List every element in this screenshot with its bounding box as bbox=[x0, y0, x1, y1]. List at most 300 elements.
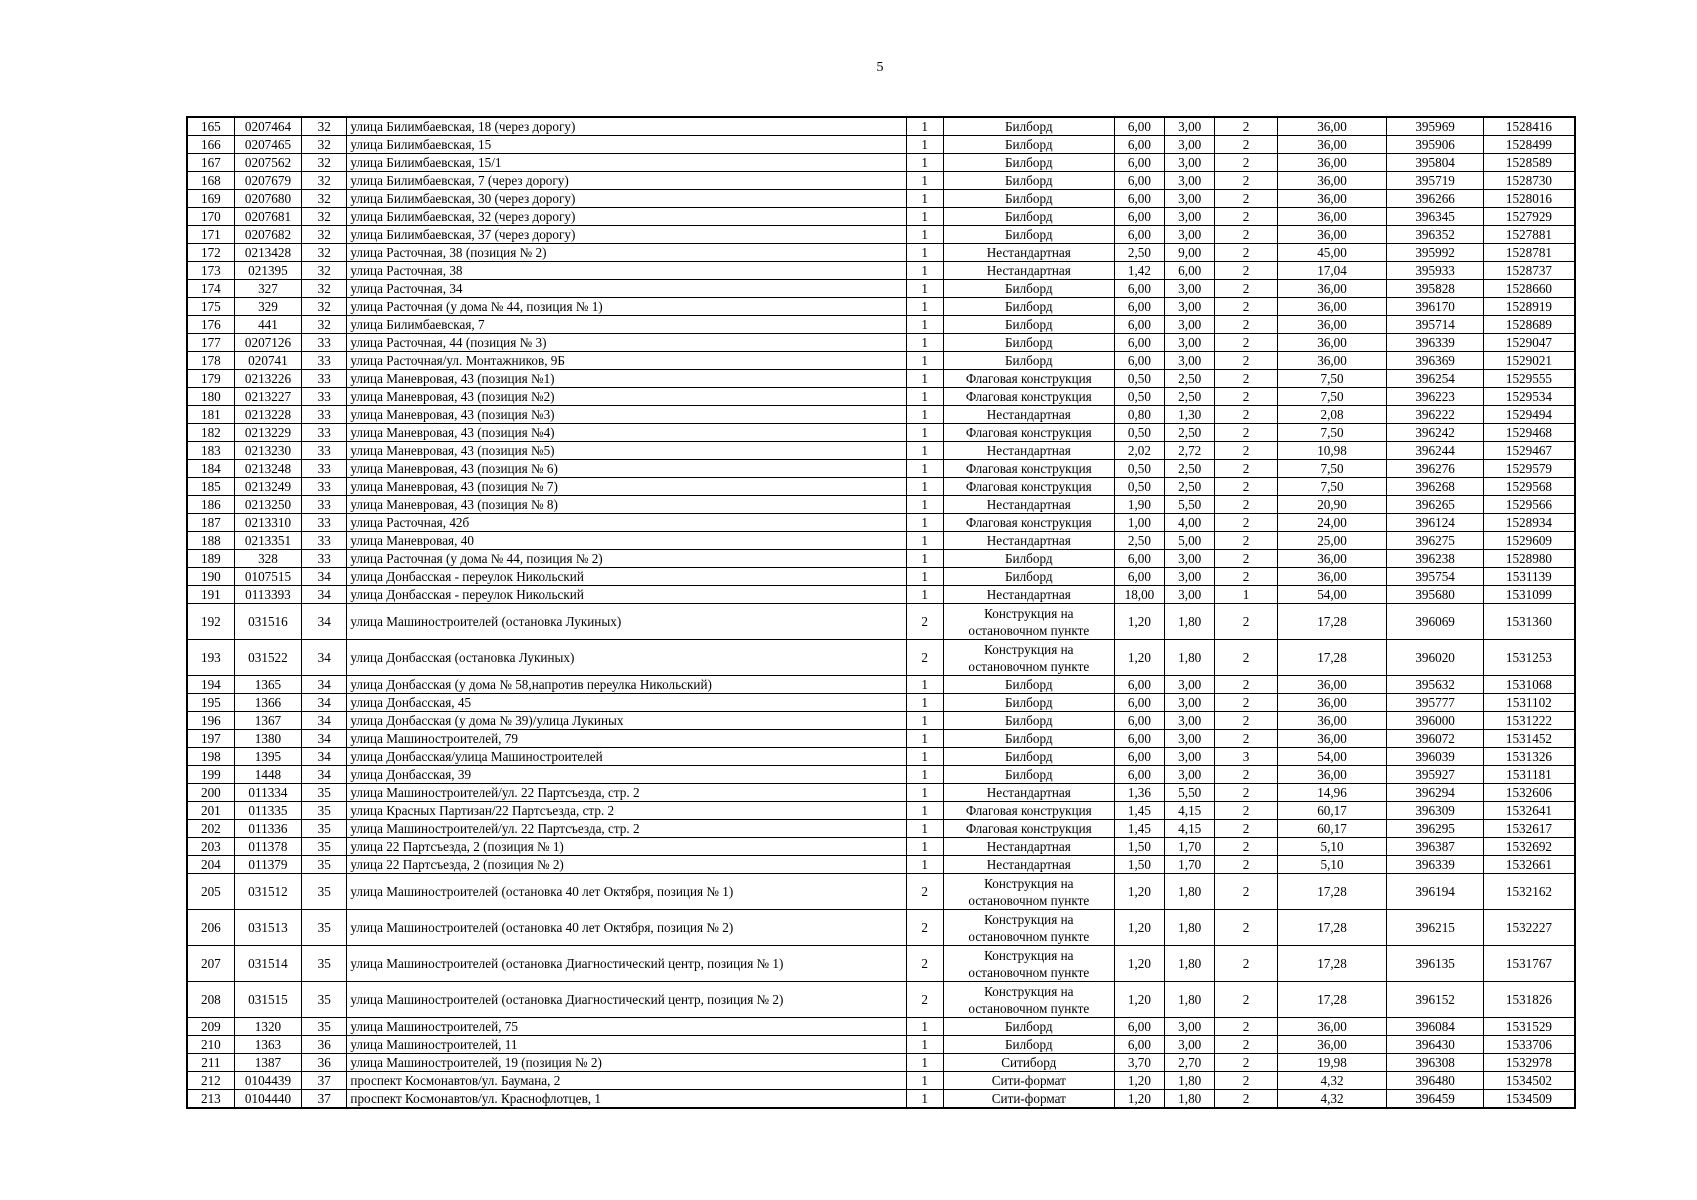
address-cell: улица Расточная, 34 bbox=[347, 280, 906, 298]
structure-id-cell: 1366 bbox=[234, 694, 301, 712]
structure-id-cell: 0207679 bbox=[234, 172, 301, 190]
structure-type-cell: Билборд bbox=[943, 226, 1114, 244]
area-cell: 36,00 bbox=[1277, 694, 1387, 712]
height-cell: 3,00 bbox=[1165, 190, 1215, 208]
area-cell: 17,28 bbox=[1277, 982, 1387, 1018]
area-cell: 20,90 bbox=[1277, 496, 1387, 514]
address-cell: улица Машиностроителей, 11 bbox=[347, 1036, 906, 1054]
width-cell: 1,50 bbox=[1114, 856, 1164, 874]
faces-cell: 2 bbox=[1215, 172, 1277, 190]
table-row bbox=[187, 802, 1575, 820]
faces-cell: 2 bbox=[1215, 604, 1277, 640]
coord-y-cell: 1528016 bbox=[1483, 190, 1575, 208]
sides-count-cell: 1 bbox=[906, 748, 943, 766]
zone-number-cell: 34 bbox=[302, 676, 347, 694]
width-cell: 6,00 bbox=[1114, 568, 1164, 586]
area-cell: 4,32 bbox=[1277, 1090, 1387, 1109]
structure-type-cell: Билборд bbox=[943, 352, 1114, 370]
coord-x-cell: 396194 bbox=[1387, 874, 1484, 910]
address-cell: проспект Космонавтов/ул. Краснофлотцев, 1 bbox=[347, 1090, 906, 1109]
sides-count-cell: 1 bbox=[906, 676, 943, 694]
coord-x-cell: 396387 bbox=[1387, 838, 1484, 856]
sides-count-cell: 1 bbox=[906, 784, 943, 802]
height-cell: 4,15 bbox=[1165, 802, 1215, 820]
row-number-cell: 189 bbox=[187, 550, 234, 568]
structure-id-cell: 0213227 bbox=[234, 388, 301, 406]
address-cell: улица Донбасская, 39 bbox=[347, 766, 906, 784]
width-cell: 6,00 bbox=[1114, 154, 1164, 172]
faces-cell: 2 bbox=[1215, 406, 1277, 424]
coord-x-cell: 396268 bbox=[1387, 478, 1484, 496]
row-number-cell: 194 bbox=[187, 676, 234, 694]
coord-x-cell: 396276 bbox=[1387, 460, 1484, 478]
address-cell: улица Донбасская (у дома № 39)/улица Лукиных bbox=[347, 712, 906, 730]
width-cell: 6,00 bbox=[1114, 136, 1164, 154]
table-row bbox=[187, 496, 1575, 514]
structure-type-cell: Нестандартная bbox=[943, 838, 1114, 856]
table-row bbox=[187, 784, 1575, 802]
row-number-cell: 188 bbox=[187, 532, 234, 550]
table-row bbox=[187, 370, 1575, 388]
zone-number-cell: 34 bbox=[302, 730, 347, 748]
width-cell: 1,45 bbox=[1114, 802, 1164, 820]
coord-x-cell: 396135 bbox=[1387, 946, 1484, 982]
zone-number-cell: 35 bbox=[302, 946, 347, 982]
coord-x-cell: 396020 bbox=[1387, 640, 1484, 676]
sides-count-cell: 1 bbox=[906, 1054, 943, 1072]
area-cell: 36,00 bbox=[1277, 316, 1387, 334]
structure-type-cell: Флаговая конструкция bbox=[943, 820, 1114, 838]
area-cell: 17,04 bbox=[1277, 262, 1387, 280]
sides-count-cell: 1 bbox=[906, 316, 943, 334]
faces-cell: 2 bbox=[1215, 1036, 1277, 1054]
height-cell: 3,00 bbox=[1165, 117, 1215, 136]
zone-number-cell: 34 bbox=[302, 712, 347, 730]
row-number-cell: 193 bbox=[187, 640, 234, 676]
coord-x-cell: 395992 bbox=[1387, 244, 1484, 262]
sides-count-cell: 1 bbox=[906, 460, 943, 478]
structure-id-cell: 031516 bbox=[234, 604, 301, 640]
structure-type-cell: Конструкция на остановочном пункте bbox=[943, 874, 1114, 910]
sides-count-cell: 1 bbox=[906, 514, 943, 532]
coord-y-cell: 1534502 bbox=[1483, 1072, 1575, 1090]
structure-id-cell: 031522 bbox=[234, 640, 301, 676]
width-cell: 6,00 bbox=[1114, 190, 1164, 208]
height-cell: 1,70 bbox=[1165, 838, 1215, 856]
coord-y-cell: 1528416 bbox=[1483, 117, 1575, 136]
faces-cell: 2 bbox=[1215, 244, 1277, 262]
table-row bbox=[187, 856, 1575, 874]
address-cell: улица Маневровая, 43 (позиция №2) bbox=[347, 388, 906, 406]
table-row bbox=[187, 1036, 1575, 1054]
width-cell: 1,36 bbox=[1114, 784, 1164, 802]
structure-type-cell: Нестандартная bbox=[943, 784, 1114, 802]
faces-cell: 2 bbox=[1215, 856, 1277, 874]
sides-count-cell: 1 bbox=[906, 1036, 943, 1054]
faces-cell: 2 bbox=[1215, 208, 1277, 226]
coord-y-cell: 1528737 bbox=[1483, 262, 1575, 280]
height-cell: 2,72 bbox=[1165, 442, 1215, 460]
structure-type-cell: Билборд bbox=[943, 117, 1114, 136]
height-cell: 3,00 bbox=[1165, 766, 1215, 784]
width-cell: 6,00 bbox=[1114, 208, 1164, 226]
faces-cell: 2 bbox=[1215, 1072, 1277, 1090]
coord-x-cell: 395777 bbox=[1387, 694, 1484, 712]
width-cell: 0,50 bbox=[1114, 370, 1164, 388]
width-cell: 1,20 bbox=[1114, 982, 1164, 1018]
faces-cell: 2 bbox=[1215, 388, 1277, 406]
table-row bbox=[187, 298, 1575, 316]
structure-type-cell: Сити-формат bbox=[943, 1072, 1114, 1090]
row-number-cell: 201 bbox=[187, 802, 234, 820]
table-row bbox=[187, 838, 1575, 856]
sides-count-cell: 2 bbox=[906, 640, 943, 676]
coord-x-cell: 396215 bbox=[1387, 910, 1484, 946]
faces-cell: 2 bbox=[1215, 910, 1277, 946]
table-row bbox=[187, 478, 1575, 496]
structure-id-cell: 011379 bbox=[234, 856, 301, 874]
row-number-cell: 191 bbox=[187, 586, 234, 604]
structure-type-cell: Флаговая конструкция bbox=[943, 514, 1114, 532]
area-cell: 36,00 bbox=[1277, 298, 1387, 316]
coord-y-cell: 1529609 bbox=[1483, 532, 1575, 550]
coord-x-cell: 396339 bbox=[1387, 856, 1484, 874]
coord-y-cell: 1529568 bbox=[1483, 478, 1575, 496]
structure-id-cell: 020741 bbox=[234, 352, 301, 370]
height-cell: 1,80 bbox=[1165, 604, 1215, 640]
zone-number-cell: 35 bbox=[302, 982, 347, 1018]
height-cell: 1,80 bbox=[1165, 982, 1215, 1018]
width-cell: 0,50 bbox=[1114, 478, 1164, 496]
structure-id-cell: 021395 bbox=[234, 262, 301, 280]
table-row bbox=[187, 766, 1575, 784]
structure-type-cell: Сити-формат bbox=[943, 1090, 1114, 1109]
faces-cell: 2 bbox=[1215, 874, 1277, 910]
zone-number-cell: 33 bbox=[302, 550, 347, 568]
sides-count-cell: 1 bbox=[906, 388, 943, 406]
coord-y-cell: 1527929 bbox=[1483, 208, 1575, 226]
row-number-cell: 181 bbox=[187, 406, 234, 424]
zone-number-cell: 32 bbox=[302, 280, 347, 298]
coord-x-cell: 396480 bbox=[1387, 1072, 1484, 1090]
sides-count-cell: 1 bbox=[906, 694, 943, 712]
area-cell: 7,50 bbox=[1277, 460, 1387, 478]
area-cell: 17,28 bbox=[1277, 874, 1387, 910]
structure-id-cell: 0213230 bbox=[234, 442, 301, 460]
structure-id-cell: 328 bbox=[234, 550, 301, 568]
faces-cell: 2 bbox=[1215, 262, 1277, 280]
coord-x-cell: 396369 bbox=[1387, 352, 1484, 370]
structure-id-cell: 0104440 bbox=[234, 1090, 301, 1109]
row-number-cell: 171 bbox=[187, 226, 234, 244]
zone-number-cell: 34 bbox=[302, 568, 347, 586]
structure-type-cell: Билборд bbox=[943, 190, 1114, 208]
table-row bbox=[187, 874, 1575, 910]
table-row bbox=[187, 208, 1575, 226]
zone-number-cell: 32 bbox=[302, 172, 347, 190]
sides-count-cell: 1 bbox=[906, 478, 943, 496]
sides-count-cell: 1 bbox=[906, 820, 943, 838]
address-cell: улица Расточная, 38 (позиция № 2) bbox=[347, 244, 906, 262]
faces-cell: 2 bbox=[1215, 730, 1277, 748]
coord-y-cell: 1531826 bbox=[1483, 982, 1575, 1018]
structure-type-cell: Билборд bbox=[943, 694, 1114, 712]
zone-number-cell: 32 bbox=[302, 190, 347, 208]
structure-type-cell: Ситиборд bbox=[943, 1054, 1114, 1072]
structure-type-cell: Флаговая конструкция bbox=[943, 802, 1114, 820]
height-cell: 3,00 bbox=[1165, 226, 1215, 244]
area-cell: 36,00 bbox=[1277, 712, 1387, 730]
coord-y-cell: 1531068 bbox=[1483, 676, 1575, 694]
structure-id-cell: 329 bbox=[234, 298, 301, 316]
coord-y-cell: 1528980 bbox=[1483, 550, 1575, 568]
coord-y-cell: 1529579 bbox=[1483, 460, 1575, 478]
structure-type-cell: Билборд bbox=[943, 334, 1114, 352]
address-cell: улица Донбасская - переулок Никольский bbox=[347, 568, 906, 586]
table-row bbox=[187, 460, 1575, 478]
coord-y-cell: 1533706 bbox=[1483, 1036, 1575, 1054]
sides-count-cell: 1 bbox=[906, 1072, 943, 1090]
coord-x-cell: 396308 bbox=[1387, 1054, 1484, 1072]
table-row bbox=[187, 946, 1575, 982]
row-number-cell: 200 bbox=[187, 784, 234, 802]
row-number-cell: 166 bbox=[187, 136, 234, 154]
zone-number-cell: 33 bbox=[302, 442, 347, 460]
zone-number-cell: 35 bbox=[302, 802, 347, 820]
coord-y-cell: 1528589 bbox=[1483, 154, 1575, 172]
faces-cell: 2 bbox=[1215, 226, 1277, 244]
width-cell: 1,45 bbox=[1114, 820, 1164, 838]
address-cell: улица Маневровая, 43 (позиция № 7) bbox=[347, 478, 906, 496]
width-cell: 18,00 bbox=[1114, 586, 1164, 604]
sides-count-cell: 1 bbox=[906, 586, 943, 604]
sides-count-cell: 2 bbox=[906, 946, 943, 982]
row-number-cell: 187 bbox=[187, 514, 234, 532]
row-number-cell: 212 bbox=[187, 1072, 234, 1090]
structure-type-cell: Конструкция на остановочном пункте bbox=[943, 640, 1114, 676]
zone-number-cell: 34 bbox=[302, 604, 347, 640]
coord-x-cell: 396309 bbox=[1387, 802, 1484, 820]
structure-type-cell: Нестандартная bbox=[943, 532, 1114, 550]
coord-y-cell: 1532661 bbox=[1483, 856, 1575, 874]
address-cell: улица Маневровая, 43 (позиция №3) bbox=[347, 406, 906, 424]
height-cell: 3,00 bbox=[1165, 1036, 1215, 1054]
row-number-cell: 183 bbox=[187, 442, 234, 460]
sides-count-cell: 1 bbox=[906, 117, 943, 136]
coord-x-cell: 396352 bbox=[1387, 226, 1484, 244]
zone-number-cell: 32 bbox=[302, 262, 347, 280]
address-cell: улица Машиностроителей, 79 bbox=[347, 730, 906, 748]
height-cell: 2,50 bbox=[1165, 424, 1215, 442]
height-cell: 3,00 bbox=[1165, 298, 1215, 316]
width-cell: 6,00 bbox=[1114, 280, 1164, 298]
coord-y-cell: 1529021 bbox=[1483, 352, 1575, 370]
address-cell: улица Донбасская/улица Машиностроителей bbox=[347, 748, 906, 766]
structure-id-cell: 1367 bbox=[234, 712, 301, 730]
coord-y-cell: 1529534 bbox=[1483, 388, 1575, 406]
structure-id-cell: 0207562 bbox=[234, 154, 301, 172]
coord-y-cell: 1528781 bbox=[1483, 244, 1575, 262]
faces-cell: 2 bbox=[1215, 676, 1277, 694]
address-cell: улица Машиностроителей (остановка 40 лет Октября, позиция № 1) bbox=[347, 874, 906, 910]
coord-y-cell: 1527881 bbox=[1483, 226, 1575, 244]
area-cell: 5,10 bbox=[1277, 856, 1387, 874]
area-cell: 54,00 bbox=[1277, 586, 1387, 604]
structure-id-cell: 011378 bbox=[234, 838, 301, 856]
row-number-cell: 210 bbox=[187, 1036, 234, 1054]
structure-id-cell: 0213428 bbox=[234, 244, 301, 262]
structure-id-cell: 0207465 bbox=[234, 136, 301, 154]
coord-x-cell: 396000 bbox=[1387, 712, 1484, 730]
width-cell: 1,20 bbox=[1114, 604, 1164, 640]
coord-y-cell: 1531099 bbox=[1483, 586, 1575, 604]
coord-y-cell: 1529555 bbox=[1483, 370, 1575, 388]
height-cell: 3,00 bbox=[1165, 586, 1215, 604]
address-cell: улица Машиностроителей (остановка 40 лет Октября, позиция № 2) bbox=[347, 910, 906, 946]
coord-y-cell: 1531102 bbox=[1483, 694, 1575, 712]
area-cell: 5,10 bbox=[1277, 838, 1387, 856]
coord-x-cell: 395754 bbox=[1387, 568, 1484, 586]
area-cell: 7,50 bbox=[1277, 370, 1387, 388]
height-cell: 2,50 bbox=[1165, 460, 1215, 478]
faces-cell: 2 bbox=[1215, 316, 1277, 334]
width-cell: 1,20 bbox=[1114, 640, 1164, 676]
area-cell: 36,00 bbox=[1277, 208, 1387, 226]
height-cell: 3,00 bbox=[1165, 712, 1215, 730]
zone-number-cell: 33 bbox=[302, 406, 347, 424]
width-cell: 6,00 bbox=[1114, 352, 1164, 370]
row-number-cell: 205 bbox=[187, 874, 234, 910]
table-row bbox=[187, 748, 1575, 766]
faces-cell: 2 bbox=[1215, 280, 1277, 298]
width-cell: 1,90 bbox=[1114, 496, 1164, 514]
height-cell: 1,80 bbox=[1165, 910, 1215, 946]
table-row bbox=[187, 820, 1575, 838]
table-row bbox=[187, 1018, 1575, 1036]
height-cell: 3,00 bbox=[1165, 748, 1215, 766]
table-row bbox=[187, 154, 1575, 172]
width-cell: 6,00 bbox=[1114, 712, 1164, 730]
row-number-cell: 202 bbox=[187, 820, 234, 838]
address-cell: улица Машиностроителей (остановка Диагностический центр, позиция № 2) bbox=[347, 982, 906, 1018]
coord-x-cell: 396295 bbox=[1387, 820, 1484, 838]
area-cell: 7,50 bbox=[1277, 478, 1387, 496]
zone-number-cell: 33 bbox=[302, 334, 347, 352]
coord-x-cell: 396223 bbox=[1387, 388, 1484, 406]
height-cell: 1,80 bbox=[1165, 874, 1215, 910]
structure-id-cell: 0213249 bbox=[234, 478, 301, 496]
table-row bbox=[187, 568, 1575, 586]
area-cell: 36,00 bbox=[1277, 352, 1387, 370]
zone-number-cell: 33 bbox=[302, 370, 347, 388]
sides-count-cell: 1 bbox=[906, 442, 943, 460]
coord-x-cell: 396152 bbox=[1387, 982, 1484, 1018]
height-cell: 3,00 bbox=[1165, 172, 1215, 190]
address-cell: улица Расточная/ул. Монтажников, 9Б bbox=[347, 352, 906, 370]
sides-count-cell: 1 bbox=[906, 550, 943, 568]
height-cell: 3,00 bbox=[1165, 568, 1215, 586]
sides-count-cell: 2 bbox=[906, 874, 943, 910]
row-number-cell: 180 bbox=[187, 388, 234, 406]
address-cell: улица Донбасская (остановка Лукиных) bbox=[347, 640, 906, 676]
height-cell: 1,80 bbox=[1165, 1090, 1215, 1109]
table-row bbox=[187, 550, 1575, 568]
address-cell: улица Билимбаевская, 18 (через дорогу) bbox=[347, 117, 906, 136]
width-cell: 2,50 bbox=[1114, 244, 1164, 262]
coord-y-cell: 1529467 bbox=[1483, 442, 1575, 460]
address-cell: улица 22 Партсъезда, 2 (позиция № 2) bbox=[347, 856, 906, 874]
coord-y-cell: 1528499 bbox=[1483, 136, 1575, 154]
row-number-cell: 206 bbox=[187, 910, 234, 946]
row-number-cell: 169 bbox=[187, 190, 234, 208]
address-cell: улица Маневровая, 43 (позиция №5) bbox=[347, 442, 906, 460]
coord-x-cell: 395680 bbox=[1387, 586, 1484, 604]
width-cell: 2,02 bbox=[1114, 442, 1164, 460]
width-cell: 6,00 bbox=[1114, 730, 1164, 748]
area-cell: 36,00 bbox=[1277, 1018, 1387, 1036]
height-cell: 3,00 bbox=[1165, 280, 1215, 298]
sides-count-cell: 1 bbox=[906, 208, 943, 226]
row-number-cell: 197 bbox=[187, 730, 234, 748]
faces-cell: 2 bbox=[1215, 766, 1277, 784]
table-row bbox=[187, 982, 1575, 1018]
width-cell: 6,00 bbox=[1114, 172, 1164, 190]
zone-number-cell: 33 bbox=[302, 388, 347, 406]
sides-count-cell: 1 bbox=[906, 424, 943, 442]
zone-number-cell: 33 bbox=[302, 352, 347, 370]
coord-y-cell: 1531326 bbox=[1483, 748, 1575, 766]
zone-number-cell: 35 bbox=[302, 910, 347, 946]
structure-type-cell: Конструкция на остановочном пункте bbox=[943, 910, 1114, 946]
faces-cell: 2 bbox=[1215, 982, 1277, 1018]
faces-cell: 2 bbox=[1215, 352, 1277, 370]
sides-count-cell: 1 bbox=[906, 1018, 943, 1036]
address-cell: улица Маневровая, 43 (позиция № 8) bbox=[347, 496, 906, 514]
coord-y-cell: 1531529 bbox=[1483, 1018, 1575, 1036]
advertising-structures-table bbox=[186, 116, 1576, 1109]
height-cell: 2,50 bbox=[1165, 370, 1215, 388]
page-number: 5 bbox=[876, 60, 884, 75]
structure-id-cell: 1387 bbox=[234, 1054, 301, 1072]
row-number-cell: 173 bbox=[187, 262, 234, 280]
row-number-cell: 209 bbox=[187, 1018, 234, 1036]
faces-cell: 2 bbox=[1215, 568, 1277, 586]
row-number-cell: 204 bbox=[187, 856, 234, 874]
table-row bbox=[187, 424, 1575, 442]
zone-number-cell: 32 bbox=[302, 154, 347, 172]
sides-count-cell: 2 bbox=[906, 910, 943, 946]
sides-count-cell: 1 bbox=[906, 838, 943, 856]
area-cell: 36,00 bbox=[1277, 172, 1387, 190]
height-cell: 4,15 bbox=[1165, 820, 1215, 838]
table-row bbox=[187, 226, 1575, 244]
row-number-cell: 165 bbox=[187, 117, 234, 136]
zone-number-cell: 33 bbox=[302, 496, 347, 514]
coord-x-cell: 396244 bbox=[1387, 442, 1484, 460]
faces-cell: 2 bbox=[1215, 1018, 1277, 1036]
advertising-structures-table-wrapper bbox=[186, 116, 1576, 1109]
coord-x-cell: 396242 bbox=[1387, 424, 1484, 442]
coord-x-cell: 395927 bbox=[1387, 766, 1484, 784]
area-cell: 14,96 bbox=[1277, 784, 1387, 802]
structure-id-cell: 441 bbox=[234, 316, 301, 334]
structure-id-cell: 0104439 bbox=[234, 1072, 301, 1090]
area-cell: 2,08 bbox=[1277, 406, 1387, 424]
area-cell: 60,17 bbox=[1277, 802, 1387, 820]
area-cell: 10,98 bbox=[1277, 442, 1387, 460]
table-body bbox=[187, 117, 1575, 1108]
area-cell: 36,00 bbox=[1277, 190, 1387, 208]
